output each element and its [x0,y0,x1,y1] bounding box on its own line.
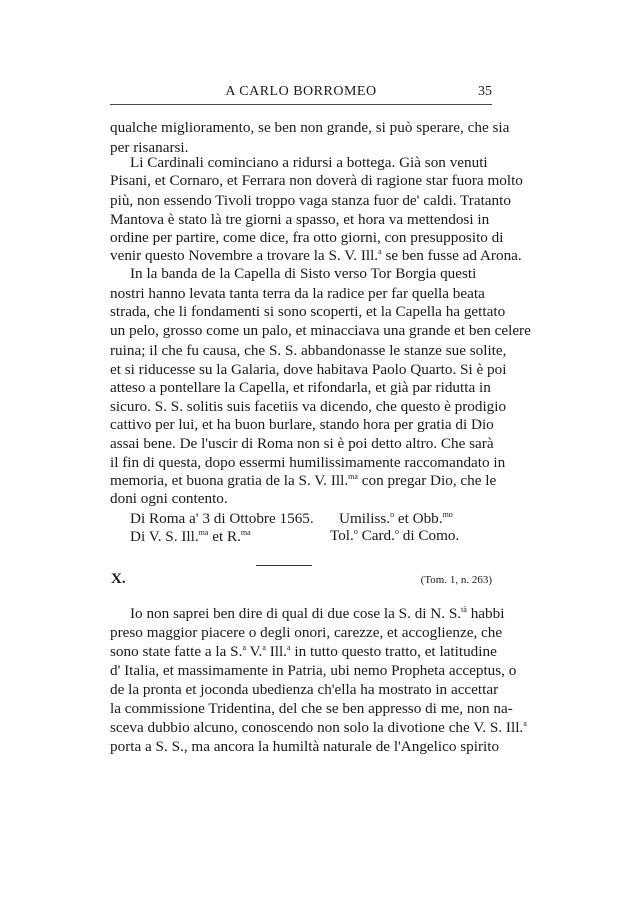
text-run: habbi [466,605,505,622]
text-run: Io non saprei ben dire di qual di due cose la S. di N. S. [130,605,462,622]
text-line: nostri hanno levata tanta terra da la radice per far quella beata [110,285,485,302]
text-run: memoria, et buona gratia de la S. V. Ill. [110,472,349,489]
superscript: a [242,643,246,652]
text-run: se ben fusse ad Arona. [381,247,522,264]
text-line: Li Cardinali cominciano a ridursi a bottega. Già son venuti [130,154,488,171]
text-line: ruina; il che fu causa, che S. S. abbandonasse le stanze sue solite, [110,342,507,359]
text-run: Ill. [265,643,287,660]
text-run: V. [246,643,263,660]
superscript: tà [461,605,467,614]
text-line [130,604,505,624]
text-line: et si riducesse su la Galaria, dove habitava Paolo Quarto. Si è poi [110,361,507,378]
superscript: o [394,527,399,536]
text-line: sicuro. S. S. solitis suis facetiis va dicendo, che questo è prodigio [110,398,507,415]
letter-date: Di Roma a' 3 di Ottobre 1565. [130,510,314,527]
text-line: doni ogni contento. [110,490,228,507]
text-line: per risanarsi. [110,139,189,156]
text-run: sono state fatte a la S. [110,643,243,660]
text-line: più, non essendo Tivoli troppo vaga stanza fuor de' caldi. Tratanto [110,192,511,209]
superscript: ma [240,528,251,537]
text-line: il fin di questa, dopo essermi humilissimamente raccomandato in [110,454,506,471]
text-line [110,246,522,266]
text-line: atteso a pontellare la Capella, et rifondarla, et già par ridutta in [110,379,491,396]
superscript: o [390,510,395,519]
running-title: A CARLO BORROMEO [225,84,377,99]
text-line: assai bene. De l'uscir di Roma non si è poi detto altro. Che sarà [110,435,494,452]
text-run: di Como. [398,527,460,544]
superscript: a [378,247,382,256]
letter-reference: (Tom. 1, n. 263) [420,574,492,586]
text-line: strada, che li fondamenti si sono scoperti, et la Capella ha gettato [110,303,506,320]
superscript: ma [348,472,358,481]
text-run: Umiliss. [339,510,391,527]
text-run: et Obb. [394,510,443,527]
superscript: a [262,643,266,652]
text-line: qualche miglioramento, se ben non grande, si può sperare, che sia [110,119,510,136]
text-line: un pelo, grosso come un palo, et minacciava una grande et ben celere [110,322,531,339]
text-line: preso maggior piacere o degli onori, carezze, et accoglienze, che [110,624,503,641]
text-line [110,718,527,738]
superscript: a [286,643,291,652]
text-run: sceva dubbio alcuno, conoscendo non solo la divotione che V. S. Ill. [110,719,524,736]
page-number: 35 [478,84,492,99]
text-run: Card. [357,527,395,544]
superscript: ma [198,528,209,537]
superscript: a [523,719,527,728]
signature-line-1 [339,510,453,528]
text-line: porta a S. S., ma ancora la humiltà naturale de l'Angelico spirito [110,738,500,755]
text-line: d' Italia, et massimamente in Patria, ubi nemo Propheta acceptus, o [110,662,517,679]
text-line: cattivo per lui, et ha buon burlare, stando hora per gratia di Dio [110,416,494,433]
text-run: et R. [208,528,241,545]
letter-number: X. [111,571,126,587]
text-line [110,471,497,491]
text-line: Mantova è stato là tre giorni a spasso, et hora va mettendosi in [110,211,490,228]
text-run: in tutto questo tratto, et latitudine [290,643,497,660]
superscript: mo [442,510,453,519]
text-run: con pregar Dio, che le [357,472,497,489]
signature-line-2 [330,527,459,545]
text-line [110,642,497,662]
text-line: la commissione Tridentina, del che se ben appresso di me, non na- [110,700,513,717]
text-run: Di V. S. Ill. [130,528,199,545]
header-rule [110,104,492,105]
text-line: In la banda de la Capella di Sisto verso Tor Borgia questi [130,265,477,282]
text-line: Pisani, et Cornaro, et Ferrara non doverà di ragione star fuora molto [110,172,523,189]
text-run: venir questo Novembre a trovare la S. V. Ill. [110,247,379,264]
running-head [110,84,492,104]
text-line: de la pronta et joconda ubedienza ch'ella ha mostrato in accettar [110,681,499,698]
section-separator [256,565,312,566]
superscript: o [353,527,358,536]
text-line: ordine per partire, come dice, fra otto giorni, con presupposito di [110,229,504,246]
text-run: Tol. [330,527,354,544]
